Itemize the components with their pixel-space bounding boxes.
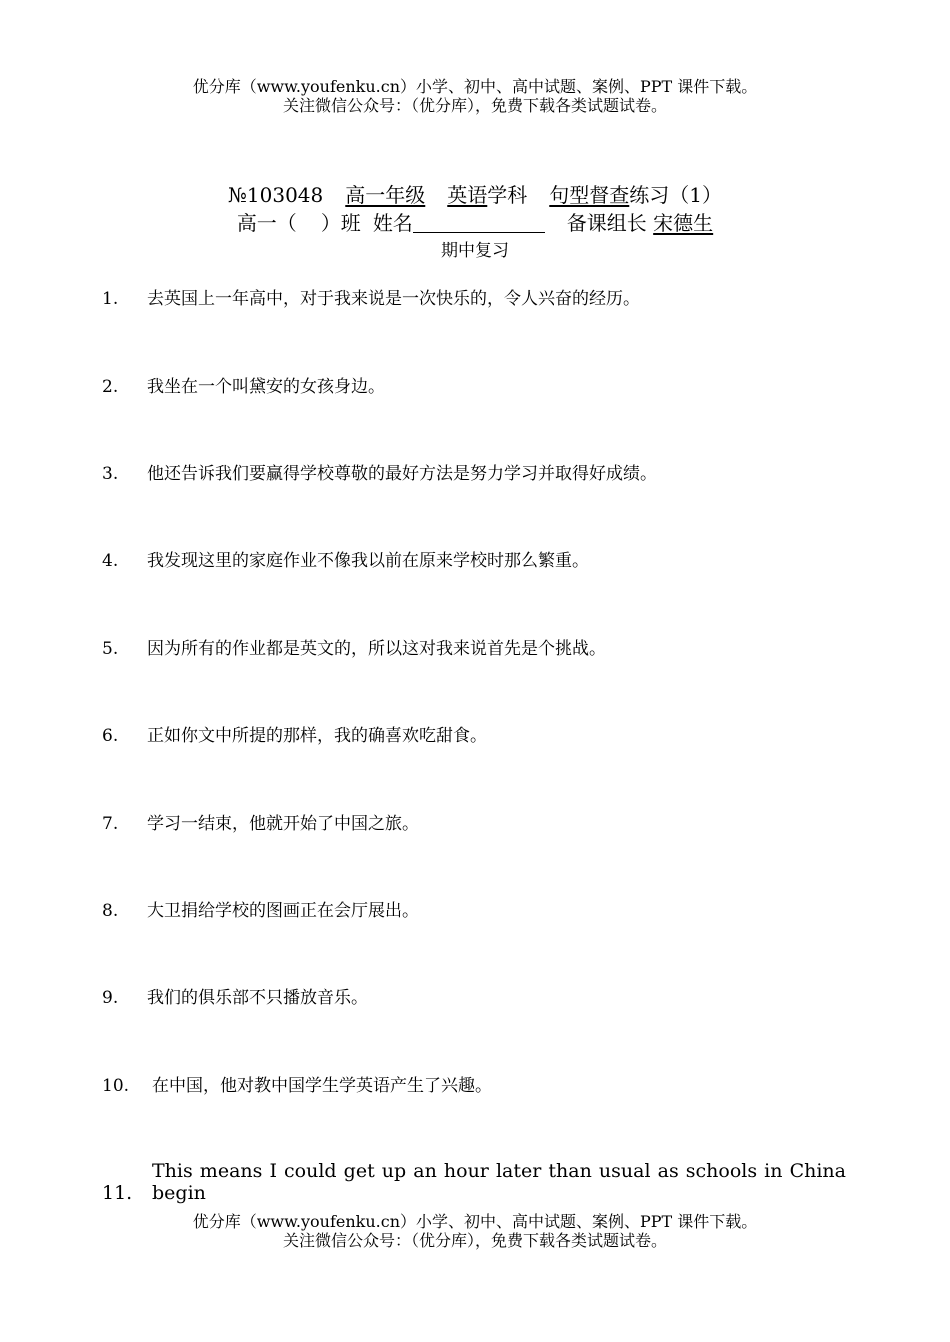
question-item [102,376,385,398]
document-title-block [0,181,950,263]
question-item [102,288,640,310]
question-text: 我们的俱乐部不只播放音乐。 [147,988,368,1008]
exercise-suffix: 练习（1） [629,183,722,207]
question-number: 3. [102,464,119,484]
name-label: 姓名 [372,211,413,235]
banner-line-2: 关注微信公众号：（优分库），免费下载各类试题试卷。 [282,96,667,115]
question-number: 8. [102,901,119,921]
banner-line-2: 关注微信公众号：（优分库），免费下载各类试题试卷。 [282,1231,667,1250]
question-text: 我坐在一个叫黛安的女孩身边。 [147,377,385,397]
document-number: №103048 [227,183,324,207]
student-info-line [0,209,950,237]
question-text: 他还告诉我们要赢得学校尊敬的最好方法是努力学习并取得好成绩。 [147,464,657,484]
question-text: 大卫捐给学校的图画正在会厅展出。 [147,901,419,921]
subject-suffix: 学科 [487,183,528,207]
class-prefix: 高一（ [236,211,297,235]
question-number: 6. [102,726,119,746]
question-text: 学习一结束，他就开始了中国之旅。 [147,814,419,834]
exercise-label: 句型督查 [549,183,630,207]
header-banner [0,77,950,115]
question-number: 7. [102,814,119,834]
question-item [102,550,589,572]
title-line [0,181,950,209]
question-number: 10. [102,1076,130,1096]
subtitle: 期中复习 [441,241,509,261]
question-text: 在中国，他对教中国学生学英语产生了兴趣。 [152,1076,492,1096]
banner-line-1: 优分库（www.youfenku.cn）小学、初中、高中试题、案例、PPT 课件下载。 [192,1212,758,1231]
name-blank-field[interactable] [413,210,545,233]
question-text: This means I could get up an hour later than usual as schools in China begin [152,1160,846,1204]
question-text: 我发现这里的家庭作业不像我以前在原来学校时那么繁重。 [147,551,589,571]
question-text: 去英国上一年高中，对于我来说是一次快乐的，令人兴奋的经历。 [147,289,640,309]
question-item [102,725,487,747]
banner-line-1: 优分库（www.youfenku.cn）小学、初中、高中试题、案例、PPT 课件下载。 [192,77,758,96]
subject-label: 英语 [447,183,488,207]
grade-label: 高一年级 [345,183,426,207]
class-suffix: ）班 [320,211,361,235]
question-item [102,463,657,485]
question-number: 2. [102,377,119,397]
question-number: 4. [102,551,119,571]
leader-label: 备课组长 [566,211,647,235]
question-number: 9. [102,988,119,1008]
leader-name: 宋德生 [653,211,714,235]
question-number: 5. [102,639,119,659]
footer-banner [0,1212,950,1250]
question-item [102,987,368,1009]
question-item [102,1075,492,1097]
question-number: 11. [102,1182,133,1204]
question-item [102,638,606,660]
question-text: 正如你文中所提的那样，我的确喜欢吃甜食。 [147,726,487,746]
question-text: 因为所有的作业都是英文的，所以这对我来说首先是个挑战。 [147,639,606,659]
question-item [102,1160,846,1204]
question-item [102,900,419,922]
question-number: 1. [102,289,119,309]
question-item [102,813,419,835]
